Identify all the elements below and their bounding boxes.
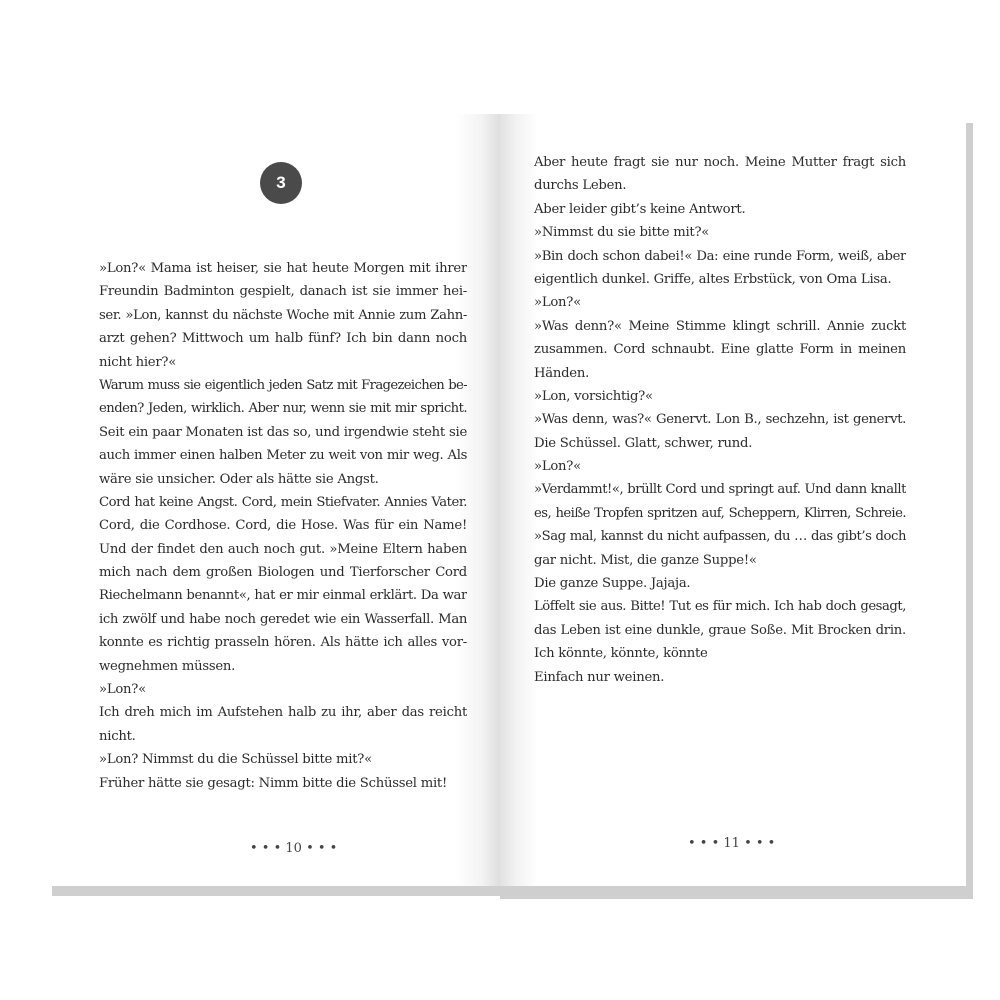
text-line: Und der findet den auch noch gut. »Meine Eltern haben bbox=[99, 541, 467, 557]
text-line: »Sag mal, kannst du nicht aufpassen, du … das gibt’s doch bbox=[534, 529, 906, 545]
text-line: Freundin Badminton gespielt, danach ist sie immer hei- bbox=[99, 284, 467, 300]
text-line: Aber heute fragt sie nur noch. Meine Mutter fragt sich bbox=[534, 155, 906, 170]
page-number-left: • • • 10 • • • bbox=[250, 841, 338, 856]
text-line: das Leben ist eine dunkle, graue Soße. Mit Brocken drin. bbox=[534, 622, 906, 638]
text-line: »Lon?« bbox=[534, 459, 581, 475]
text-line: Händen. bbox=[534, 365, 590, 381]
text-line: eigentlich dunkel. Griffe, altes Erbstück, von Oma Lisa. bbox=[534, 271, 892, 287]
text-line: konnte es richtig prasseln hören. Als hätte ich alles vor- bbox=[99, 635, 467, 651]
text-line: »Was denn?« Meine Stimme klingt schrill. Annie zuckt bbox=[534, 318, 906, 334]
text-line: Warum muss sie eigentlich jeden Satz mit Fragezeichen be- bbox=[99, 377, 467, 393]
page-number-right: • • • 11 • • • bbox=[688, 836, 776, 851]
text-line: wegnehmen müssen. bbox=[99, 658, 236, 674]
right-page-text bbox=[534, 151, 906, 689]
text-line: Seit ein paar Monaten ist das so, und irgendwie steht sie bbox=[99, 424, 467, 440]
text-line: »Lon?« bbox=[534, 295, 581, 311]
text-line: gar nicht. Mist, die ganze Suppe!« bbox=[534, 552, 757, 568]
text-line: »Lon? Nimmst du die Schüssel bitte mit?« bbox=[99, 752, 372, 768]
text-line: zusammen. Cord schnaubt. Eine glatte Form in meinen bbox=[534, 342, 906, 358]
text-line: Cord, die Cordhose. Cord, die Hose. Was für ein Name! bbox=[99, 518, 467, 534]
text-line: durchs Leben. bbox=[534, 178, 627, 194]
text-line: »Lon?« Mama ist heiser, sie hat heute Morgen mit ihrer bbox=[99, 261, 467, 276]
text-line: »Lon, vorsichtig?« bbox=[534, 388, 653, 404]
left-page-text bbox=[99, 257, 467, 795]
text-line: nicht. bbox=[99, 728, 136, 744]
text-line: Die Schüssel. Glatt, schwer, rund. bbox=[534, 435, 753, 451]
text-line: ser. »Lon, kannst du nächste Woche mit Annie zum Zahn- bbox=[99, 307, 467, 323]
text-line: auch immer einen halben Meter zu weit von mir weg. Als bbox=[99, 448, 467, 464]
text-line: enden? Jeden, wirklich. Aber nur, wenn sie mit mir spricht. bbox=[99, 401, 467, 417]
text-line: Ich könnte, könnte, könnte bbox=[534, 646, 708, 662]
text-line: »Was denn, was?« Genervt. Lon B., sechzehn, ist genervt. bbox=[534, 412, 906, 428]
text-line: »Bin doch schon dabei!« Da: eine runde Form, weiß, aber bbox=[534, 248, 906, 264]
text-line: es, heiße Tropfen spritzen auf, Scheppern, Klirren, Schreie. bbox=[534, 505, 906, 521]
text-line: »Lon?« bbox=[99, 682, 146, 698]
text-line: ich zwölf und habe noch geredet wie ein Wasserfall. Man bbox=[99, 611, 467, 627]
text-line: »Nimmst du sie bitte mit?« bbox=[534, 225, 710, 241]
text-line: Einfach nur weinen. bbox=[534, 669, 665, 685]
text-line: mich nach dem großen Biologen und Tierforscher Cord bbox=[99, 565, 467, 581]
left-page bbox=[46, 114, 500, 886]
text-line: Ich dreh mich im Aufstehen halb zu ihr, aber das reicht bbox=[99, 705, 467, 721]
text-line: arzt gehen? Mittwoch um halb fünf? Ich bin dann noch bbox=[99, 331, 467, 347]
text-line: Früher hätte sie gesagt: Nimm bitte die Schüssel mit! bbox=[99, 775, 448, 791]
right-page bbox=[500, 114, 966, 886]
text-line: nicht hier?« bbox=[99, 354, 177, 370]
text-line: Löffelt sie aus. Bitte! Tut es für mich. Ich hab doch gesagt, bbox=[534, 599, 906, 615]
text-line: wäre sie unsicher. Oder als hätte sie Angst. bbox=[99, 471, 379, 487]
text-line: Aber leider gibt’s keine Antwort. bbox=[534, 201, 746, 217]
text-line: Riechelmann benannt«, hat er mir einmal erklärt. Da war bbox=[99, 588, 467, 604]
text-line: »Verdammt!«, brüllt Cord und springt auf. Und dann knallt bbox=[534, 482, 906, 498]
text-line: Die ganze Suppe. Jajaja. bbox=[534, 576, 691, 592]
text-line: Cord hat keine Angst. Cord, mein Stiefvater. Annies Vater. bbox=[99, 494, 467, 510]
chapter-number-badge: 3 bbox=[260, 162, 302, 204]
